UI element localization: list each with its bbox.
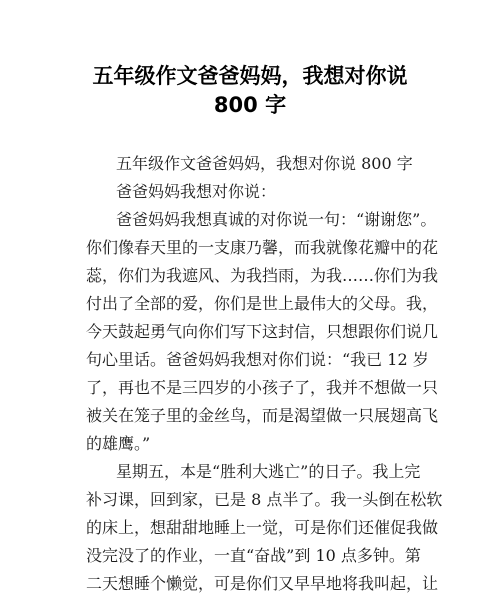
body-line: 爸爸妈妈我想对你说： <box>116 182 277 201</box>
body-line: 句心里话。爸爸妈妈我想对你们说：“我已 12 岁 <box>86 350 429 369</box>
document-title-line-2: 800 字 <box>213 93 287 117</box>
body-line: 五年级作文爸爸妈妈，我想对你说 800 字 <box>116 154 413 173</box>
document-title-line-1: 五年级作文爸爸妈妈，我想对你说 <box>92 64 408 88</box>
body-line: 付出了全部的爱，你们是世上最伟大的父母。我， <box>86 294 439 313</box>
body-line: 补习课，回到家，已是 8 点半了。我一头倒在松软 <box>86 490 443 509</box>
body-line: 今天鼓起勇气向你们写下这封信，只想跟你们说几 <box>86 322 439 341</box>
body-line: 的床上，想甜甜地睡上一觉，可是你们还催促我做 <box>86 518 439 537</box>
body-line: 爸爸妈妈我想真诚的对你说一句：“谢谢您”。 <box>116 210 437 229</box>
body-line: 星期五，本是“胜利大逃亡”的日子。我上完 <box>116 462 421 481</box>
body-line: 的雄鹰。” <box>86 434 151 453</box>
body-line: 二天想睡个懒觉，可是你们又早早地将我叫起，让 <box>86 574 439 593</box>
body-line: 蕊，你们为我遮风、为我挡雨，为我……你们为我 <box>86 266 439 285</box>
body-line: 被关在笼子里的金丝鸟，而是渴望做一只展翅高飞 <box>86 406 439 425</box>
body-line: 了，再也不是三四岁的小孩子了，我并不想做一只 <box>86 378 439 397</box>
body-line: 你们像春天里的一支康乃馨，而我就像花瓣中的花 <box>86 238 439 257</box>
body-line: 没完没了的作业，一直“奋战”到 10 点多钟。第 <box>86 546 421 565</box>
